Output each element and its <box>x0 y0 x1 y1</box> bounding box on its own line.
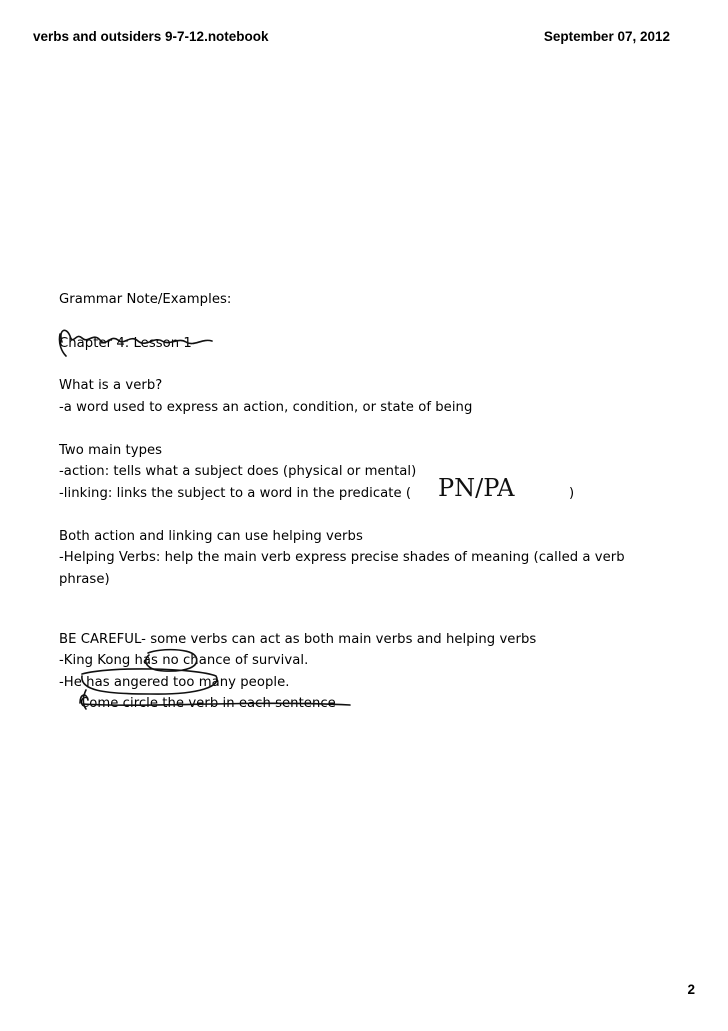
note-types-heading: Two main types <box>59 443 163 458</box>
note-example-angered: -He has angered too many people. <box>59 675 290 690</box>
note-helping-intro: Both action and linking can use helping verbs <box>59 529 363 544</box>
handwritten-pn-pa: PN/PA <box>438 474 515 502</box>
page-number: 2 <box>687 982 695 997</box>
note-example-kingkong: -King Kong has no chance of survival. <box>59 653 309 668</box>
note-helping-definition: -Helping Verbs: help the main verb express precise shades of meaning (called a verb <box>59 550 625 565</box>
note-definition: -a word used to express an action, condition, or state of being <box>59 400 473 415</box>
note-helping-definition-cont: phrase) <box>59 572 110 587</box>
note-action-type: -action: tells what a subject does (physical or mental) <box>59 464 417 479</box>
note-careful: BE CAREFUL- some verbs can act as both main verbs and helping verbs <box>59 632 537 647</box>
notebook-title: verbs and outsiders 9-7-12.notebook <box>33 29 269 44</box>
notebook-date: September 07, 2012 <box>543 29 670 44</box>
note-question: What is a verb? <box>59 378 163 393</box>
note-instruction: Come circle the verb in each sentence <box>80 696 336 711</box>
note-linking-close-paren: ) <box>569 486 575 501</box>
note-heading: Grammar Note/Examples: <box>59 292 232 307</box>
note-linking-type: -linking: links the subject to a word in the predicate ( <box>59 486 412 501</box>
note-chapter: Chapter 4: Lesson 1 <box>59 336 192 351</box>
